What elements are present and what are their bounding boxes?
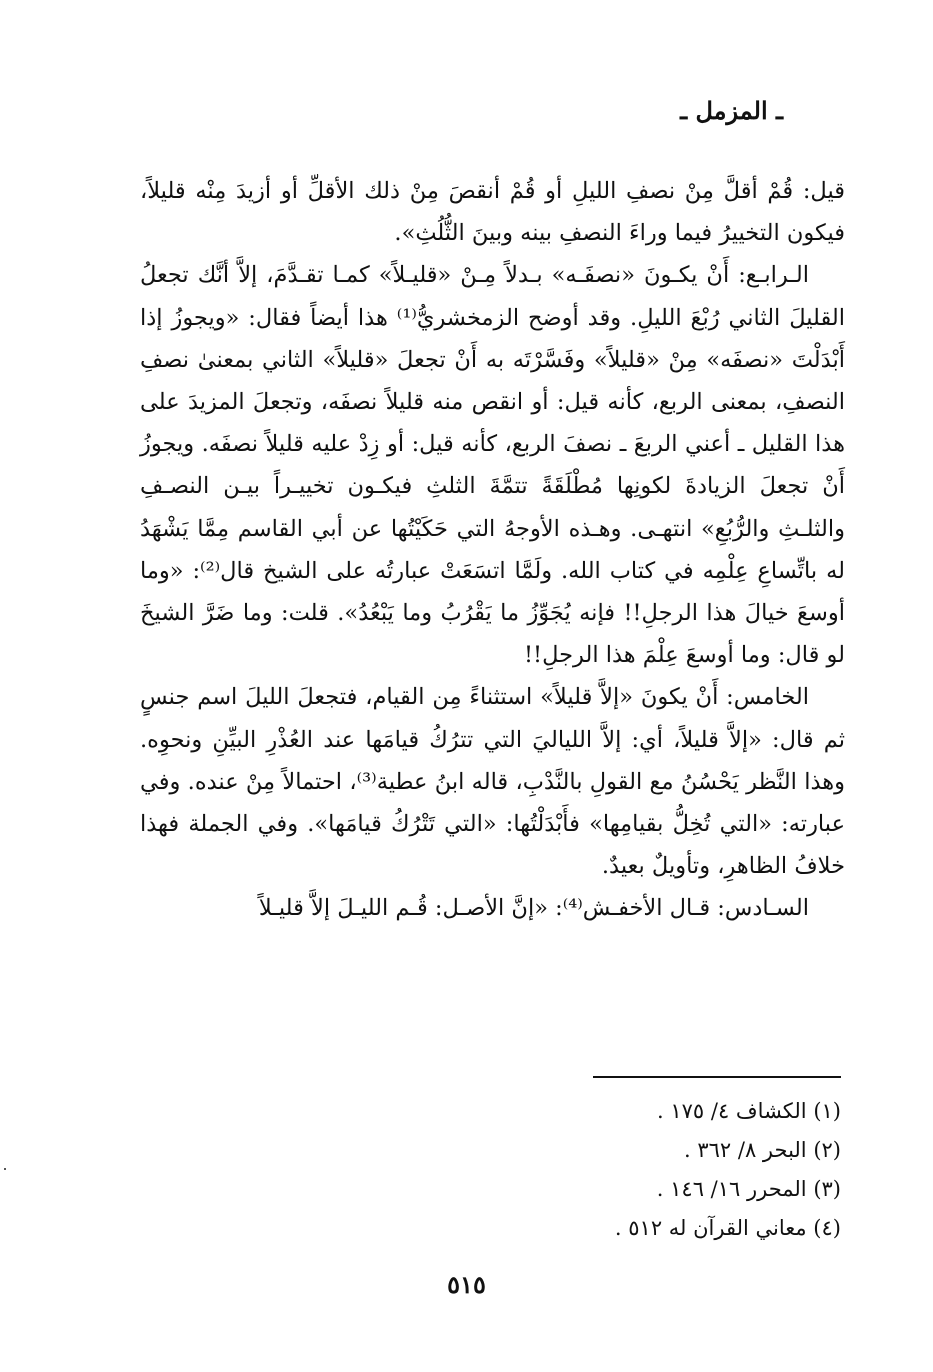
scan-speck [4, 1168, 6, 1170]
footnote-4: (٤) معاني القرآن له ٥١٢ . [614, 1216, 841, 1240]
paragraph-sixth-view: السـادس: قـال الأخفـش⁽⁴⁾: «إنَّ الأصـل: قُـم الليـلَ إلاَّ قليـلاً [258, 895, 809, 922]
footnotes [341, 1092, 841, 1248]
paragraph-continued-quote: قيل: قُمْ أقلَّ مِنْ نصفِ الليلِ أو قُمْ أنقصَ مِنْ ذلك الأقلِّ أو أزيدَ مِنْه قليلاً، فيكون التخييرُ فيما وراءَ النصفِ بينه وبينَ الثُّلُثِ». [140, 178, 845, 247]
main-text [140, 170, 845, 930]
paragraph-fourth-view: الـرابـع: أَنْ يكـونَ «نصفَـه» بـدلاً مِـنْ «قليـلاً» كمـا تقـدَّمَ، إلاَّ أنَّك تجعلُ القليلَ الثاني رُبْعَ الليلِ. وقد أوضح الزمخشريُّ⁽¹⁾ هذا أيضاً فقال: «ويجوزُ إذا أَبْدَلْتَ «نصفَه» مِنْ «قليلاً» وفَسَّرْتَه به أَنْ تجعلَ «قليلاً» الثاني بمعنىٰ نصفِ النصفِ، بمعنى الربع، كأنه قيل: أو انقص منه قليلاً نصفَه، وتجعلَ المزيدَ على هذا القليل ـ أعني الربعَ ـ نصفَ الربع، كأنه قيل: أو زِدْ عليه قليلاً نصفَه. ويجوزُ أَنْ تجعلَ الزيادةَ لكونِها مُطْلَقَةً تتمَّةَ الثلثِ فيكـون تخييـراً بيـن النصـفِ والثلـثِ والرُّبُعِ» انتهـى. وهـذه الأوجهُ التي حَكَيْتُها عن أبي القاسم مِمَّا يَشْهَدُ له باتِّساعِ عِلْمِه في كتاب الله. ولَمَّا اتسَعَتْ عبارتُه على الشيخ قال⁽²⁾: «وما أوسعَ خيالَ هذا الرجلِ!! فإنه يُجَوِّزُ ما يَقْرُبُ وما يَبْعُدُ». قلت: وما ضَرَّ الشيخَ لو قال: وما أوسعَ عِلْمَ هذا الرجلِ!! [140, 262, 845, 669]
footnote-2: (٢) البحر ٨/ ٣٦٢ . [684, 1138, 841, 1162]
footnote-3: (٣) المحرر ١٦/ ١٤٦ . [656, 1177, 841, 1201]
footnote-separator [593, 1076, 841, 1078]
page-number: ٥١٥ [447, 1270, 486, 1299]
running-title: ـ المزمل ـ [680, 96, 783, 125]
footnote-1: (١) الكشاف ٤/ ١٧٥ . [656, 1099, 841, 1123]
paragraph-fifth-view: الخامس: أَنْ يكونَ «إلاَّ قليلاً» استثناءً مِن القيام، فتجعلَ الليلَ اسم جنسٍ ثم قال: «إلاَّ قليلاً، أي: إلاَّ اللياليَ التي تترُكُ قيامَها عند العُذْرِ البيِّنِ ونحوِه. وهذا النَّظر يَحْسُنُ مع القولِ بالنَّدْبِ، قاله ابنُ عطية⁽³⁾، احتمالاً مِنْ عنده. وفي عبارته: «التي تُخِلُّ بقيامِها» فأَبْدَلْتُها: «التي تَتْرُكُ قيامَها». وفي الجملة فهذا خلافُ الظاهرِ، وتأويلٌ بعيدٌ. [140, 684, 846, 880]
